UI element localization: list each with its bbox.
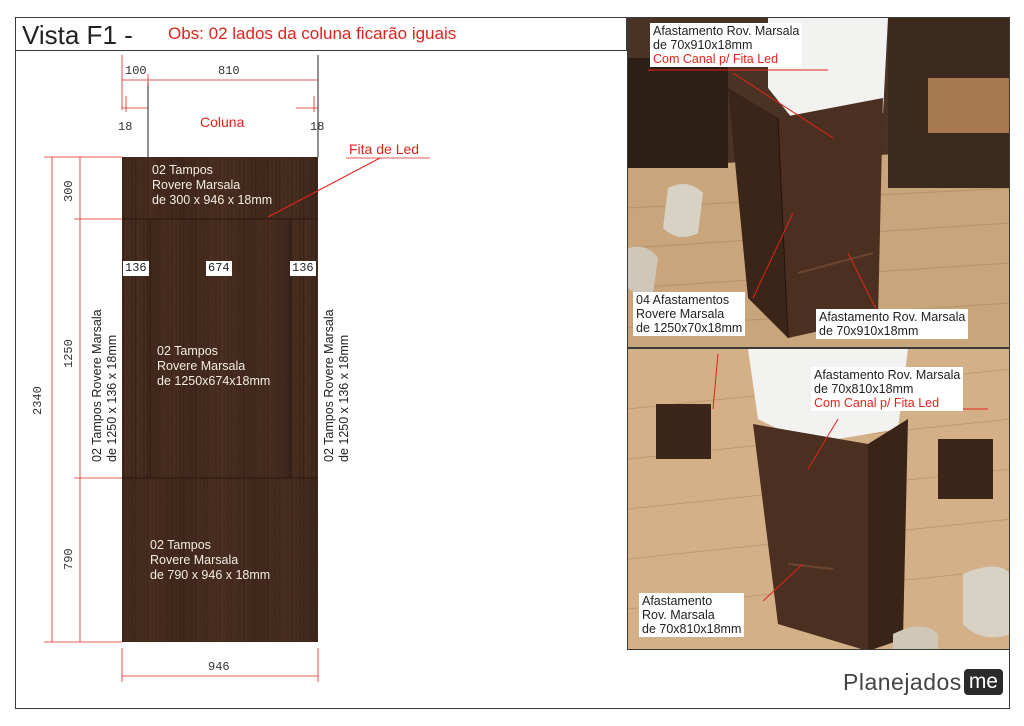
dim-middle-height: 1250 — [62, 339, 76, 368]
panel-middle-label: 02 Tampos Rovere Marsala de 1250x674x18mm — [157, 344, 271, 388]
dim-strip-left: 136 — [125, 261, 147, 275]
render-photo-top — [627, 17, 1010, 348]
dim-strip-right: 136 — [292, 261, 314, 275]
panel-bottom-label: 02 Tampos Rovere Marsala de 790 x 946 x 18mm — [150, 538, 271, 582]
dim-top-height: 300 — [62, 180, 76, 202]
dim-bottom-width: 946 — [208, 660, 230, 674]
view-title: Vista F1 - — [22, 20, 133, 50]
caption-top-b: 04 Afastamentos Rovere Marsala de 1250x70x18mm — [633, 292, 745, 336]
caption-bottom-b: Afastamento Rov. Marsala de 70x810x18mm — [639, 593, 744, 637]
dim-strip-center: 674 — [208, 261, 230, 275]
dim-top-left: 100 — [125, 64, 147, 78]
logo-badge: me — [964, 669, 1003, 695]
fita-led-label: Fita de Led — [349, 141, 420, 157]
panel-left-side-label: 02 Tampos Rovere Marsala de 1250 x 136 x 18mm — [90, 309, 119, 462]
panel-left-strip — [122, 219, 150, 478]
dim-edge-right: 18 — [310, 120, 325, 134]
dim-edge-left: 18 — [118, 120, 133, 134]
dim-top-right: 810 — [218, 64, 240, 78]
panel-right-side-label: 02 Tampos Rovere Marsala de 1250 x 136 x 18mm — [322, 309, 351, 462]
planejados-logo — [843, 666, 1003, 698]
panel-right-strip — [290, 219, 318, 478]
caption-top-a: Afastamento Rov. Marsala de 70x910x18mm Com Canal p/ Fita Led — [650, 23, 802, 67]
coluna-label: Coluna — [200, 114, 245, 130]
observation-note: Obs: 02 lados da coluna ficarão iguais — [168, 24, 457, 43]
dim-bottom-height: 790 — [62, 548, 76, 570]
dim-total-height: 2340 — [31, 386, 45, 415]
caption-bottom-a: Afastamento Rov. Marsala de 70x810x18mm Com Canal p/ Fita Led — [811, 367, 963, 411]
logo-text: Planejados — [843, 668, 962, 695]
render-photo-bottom — [627, 348, 1010, 650]
caption-top-c: Afastamento Rov. Marsala de 70x910x18mm — [816, 309, 968, 339]
panel-top-label: 02 Tampos Rovere Marsala de 300 x 946 x 18mm — [152, 163, 273, 207]
